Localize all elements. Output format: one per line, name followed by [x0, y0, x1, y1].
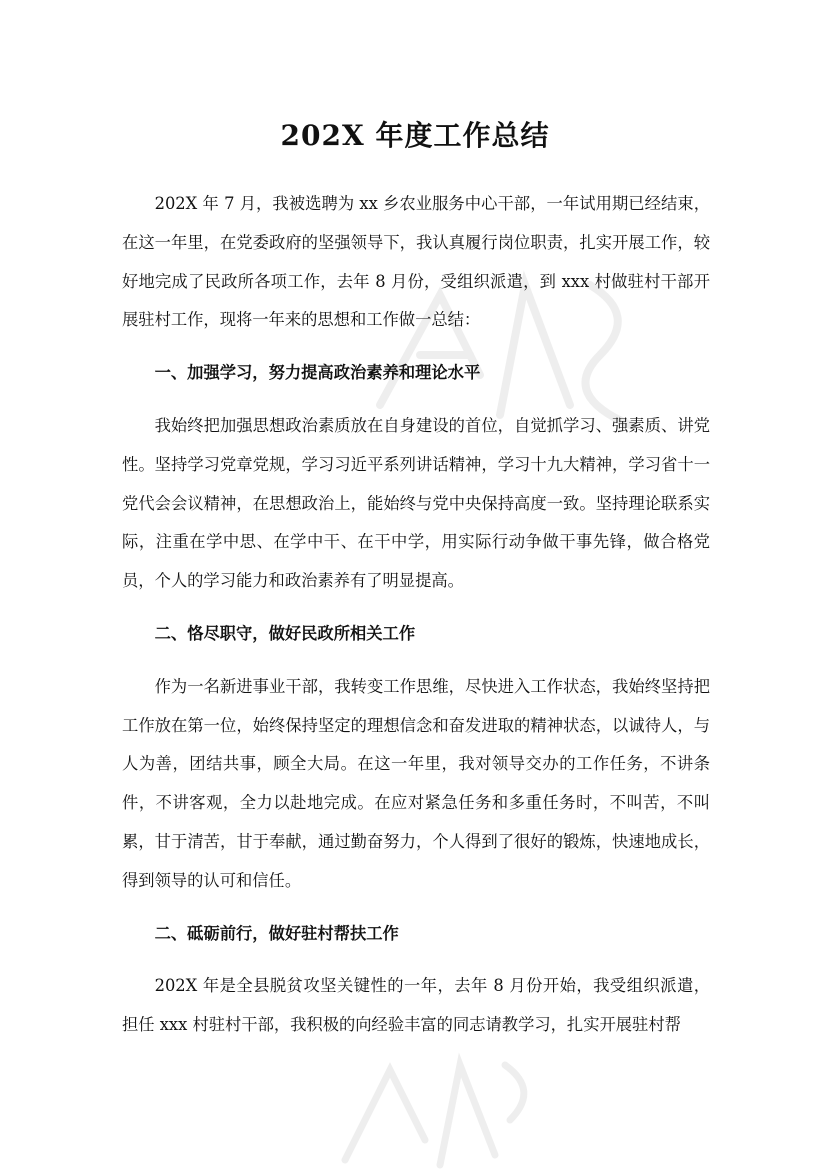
- paragraph-section-2: 作为一名新进事业干部，我转变工作思维，尽快进入工作状态，我始终坚持把工作放在第一位，始终保持坚定的理想信念和奋发进取的精神状态，以诚待人，与人为善，团结共事，顾全大局。在这一年里，我对领导交办的工作任务，不讲条件，不讲客观，全力以赴地完成。在应对紧急任务和多重任务时，不叫苦，不叫累，甘于清苦，甘于奉献，通过勤奋努力，个人得到了很好的锻炼，快速地成长，得到领导的认可和信任。: [122, 676, 710, 890]
- paragraph-intro: 202X 年 7 月，我被选聘为 xx 乡农业服务中心干部，一年试用期已经结束，在这一年里，在党委政府的坚强领导下，我认真履行岗位职责，扎实开展工作，较好地完成了民政所各项工作，去年 8 月份，受组织派遣，到 xxx 村做驻村干部开展驻村工作，现将一年来的思想和工作做一总结：: [122, 194, 710, 330]
- section-heading-3: 二、砥砺前行，做好驻村帮扶工作: [154, 923, 399, 943]
- document-body: [122, 185, 710, 1059]
- section-heading-1: 一、加强学习，努力提高政治素养和理论水平: [154, 363, 481, 383]
- paragraph-section-3: 202X 年是全县脱贫攻坚关键性的一年，去年 8 月份开始，我受组织派遣，担任 xxx 村驻村干部，我积极的向经验丰富的同志请教学习，扎实开展驻村帮: [122, 976, 710, 1035]
- paragraph-section-1: 我始终把加强思想政治素质放在自身建设的首位，自觉抓学习、强素质、讲党性。坚持学习党章党规，学习习近平系列讲话精神，学习十九大精神，学习省十一党代会会议精神，在思想政治上，能始终与党中央保持高度一致。坚持理论联系实际，注重在学中思、在学中干、在干中学，用实际行动争做干事先锋，做合格党员，个人的学习能力和政治素养有了明显提高。: [122, 415, 710, 591]
- watermark-logo-bottom: [330, 1040, 540, 1173]
- document-title: 202X 年度工作总结: [280, 119, 550, 152]
- section-heading-2: 二、恪尽职守，做好民政所相关工作: [154, 623, 416, 643]
